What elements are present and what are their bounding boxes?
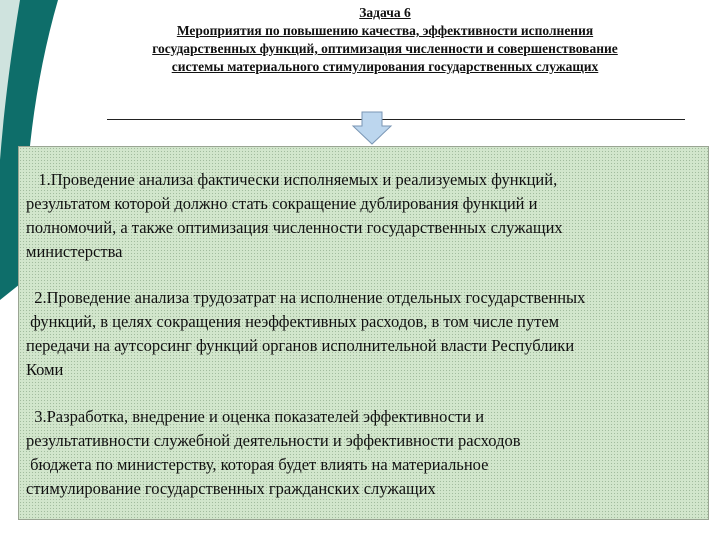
item-line: результатом которой должно стать сокращение дублирования функций и — [26, 194, 538, 213]
subtitle-line: системы материального стимулирования государственных служащих — [171, 59, 599, 74]
subtitle-line: государственных функций, оптимизация численности и совершенствование — [152, 41, 618, 56]
item-line: результативности служебной деятельности и эффективности расходов — [26, 431, 521, 450]
subtitle-line: Мероприятия по повышению качества, эффективности исполнения — [176, 23, 594, 38]
item-line: Коми — [26, 360, 64, 379]
measure-item-1 — [26, 168, 714, 264]
item-line: полномочий, а также оптимизация численности государственных служащих — [26, 218, 563, 237]
item-line: 1.Проведение анализа фактически исполняемых и реализуемых функций, — [26, 170, 558, 189]
item-line: функций, в целях сокращения неэффективных расходов, в том числе путем — [26, 312, 560, 331]
slide-header — [40, 4, 720, 76]
item-line: министерства — [26, 242, 123, 261]
item-line: передачи на аутсорсинг функций органов исполнительной власти Республики — [26, 336, 575, 355]
task-title: Задача 6 — [359, 5, 411, 20]
item-line: 3.Разработка, внедрение и оценка показателей эффективности и — [26, 407, 485, 426]
measure-item-3 — [26, 405, 714, 501]
down-arrow-icon — [347, 110, 397, 146]
measure-item-2 — [26, 286, 714, 382]
item-line: стимулирование государственных гражданских служащих — [26, 479, 436, 498]
item-line: бюджета по министерству, которая будет влиять на материальное — [26, 455, 489, 474]
item-line: 2.Проведение анализа трудозатрат на исполнение отдельных государственных — [26, 288, 586, 307]
